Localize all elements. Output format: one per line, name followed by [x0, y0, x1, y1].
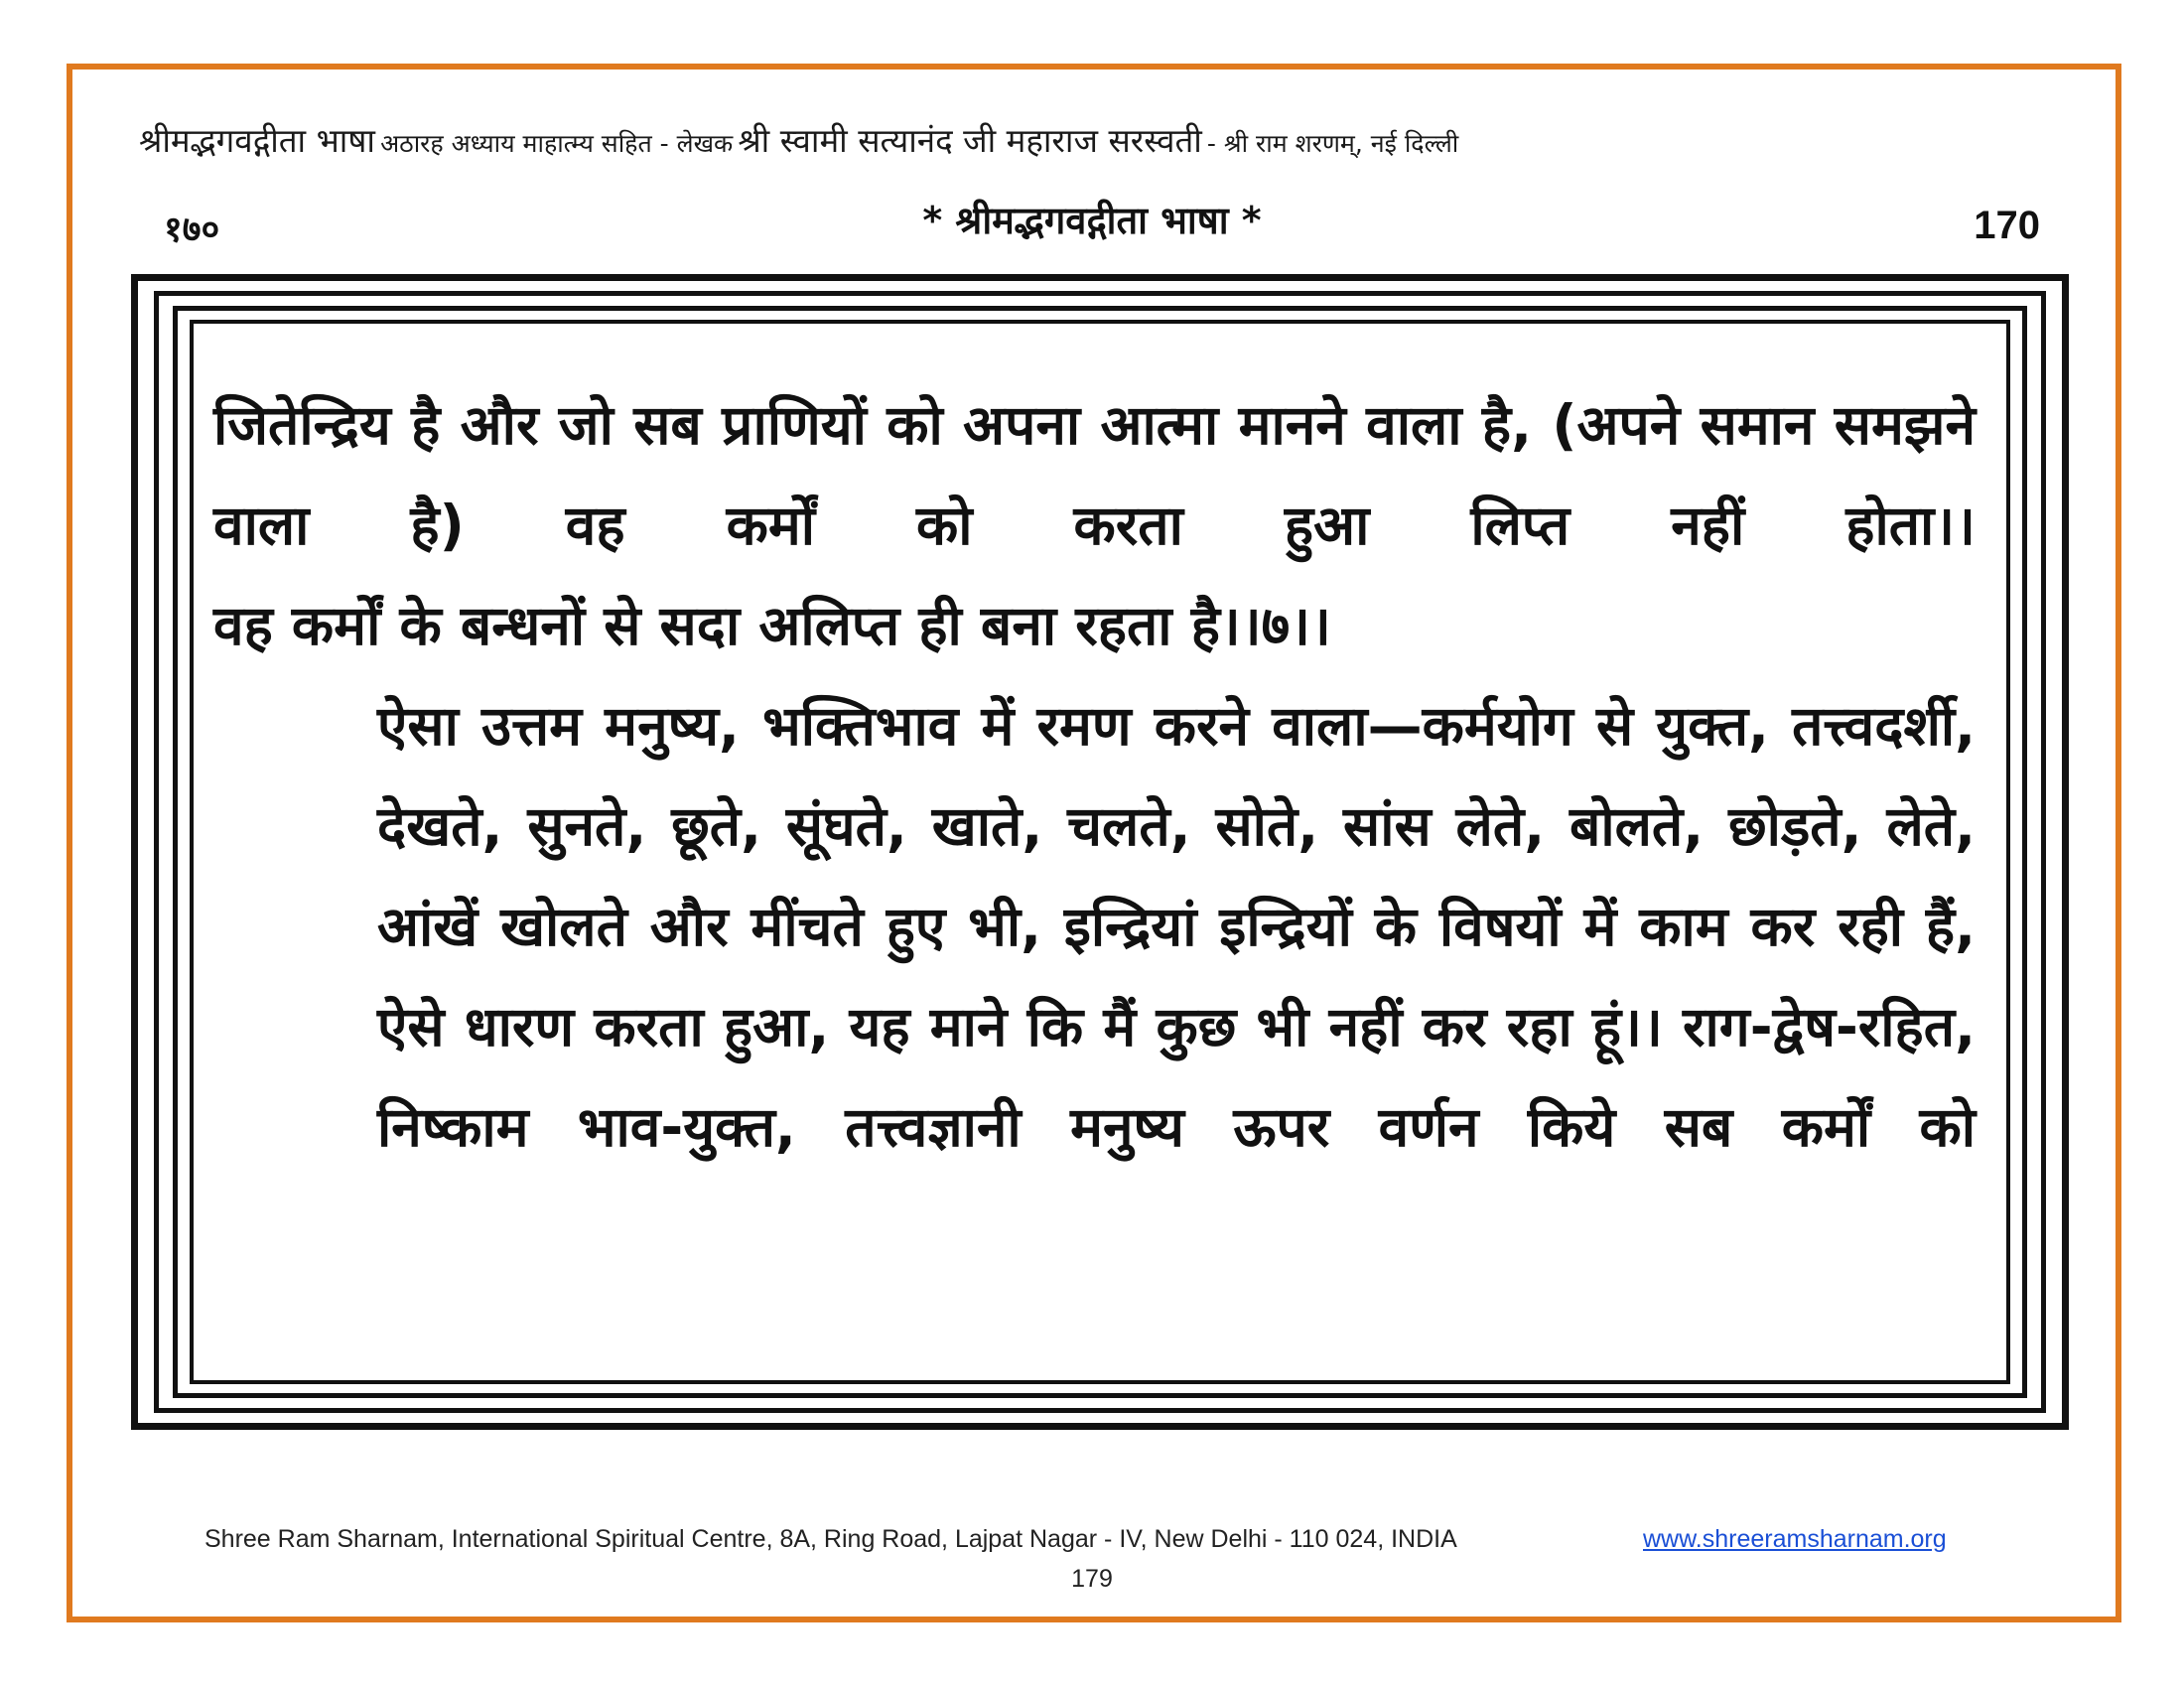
running-title: * श्रीमद्भगवद्गीता भाषा *	[922, 199, 1262, 242]
header-subtitle: अठारह अध्याय माहात्म्य सहित - लेखक	[380, 129, 734, 158]
website-link[interactable]: www.shreeramsharnam.org	[1643, 1525, 1947, 1553]
paragraph-2: वह कर्मों के बन्धनों से सदा अलिप्त ही बना रहता है।।७।।	[213, 594, 1331, 657]
header-publisher: - श्री राम शरणम्, नई दिल्ली	[1206, 129, 1459, 158]
paragraph-1: जितेन्द्रिय है और जो सब प्राणियों को अपना आत्मा मानने वाला है, (अपने समान समझने वाला है) वह कर्मों को करता हुआ लिप्त नहीं होता।।	[213, 393, 1976, 557]
footer-address: Shree Ram Sharnam, International Spiritual Centre, 8A, Ring Road, Lajpat Nagar - IV, New Delhi - 110 024, INDIA	[205, 1525, 1457, 1553]
page-number-arabic: 170	[1974, 204, 2040, 247]
pdf-page-number: 179	[1071, 1565, 1113, 1593]
paragraph-3: ऐसा उत्तम मनुष्य, भक्तिभाव में रमण करने वाला—कर्मयोग से युक्त, तत्त्वदर्शी, देखते, सुनते, छूते, सूंघते, खाते, चलते, सोते, सांस लेते, बोलते, छोड़ते, लेते, आंखें खोलते और मींचते हुए भी, इन्द्रियां इन्द्रियों के विषयों में काम कर रही हैं, ऐसे धारण करता हुआ, यह माने कि मैं कुछ भी नहीं कर रहा हूं।। राग-द्वेष-रहित, निष्काम भाव-युक्त, तत्त्वज्ञानी मनुष्य ऊपर वर्णन किये सब कर्मों को	[377, 694, 1976, 1159]
page-number-devanagari: १७०	[164, 210, 220, 250]
scripture-text	[213, 375, 1976, 1178]
header-author: श्री स्वामी सत्यानंद जी महाराज सरस्वती	[738, 121, 1202, 160]
header-book-title: श्रीमद्भगवद्गीता भाषा	[139, 121, 375, 160]
document-header	[139, 117, 2065, 162]
